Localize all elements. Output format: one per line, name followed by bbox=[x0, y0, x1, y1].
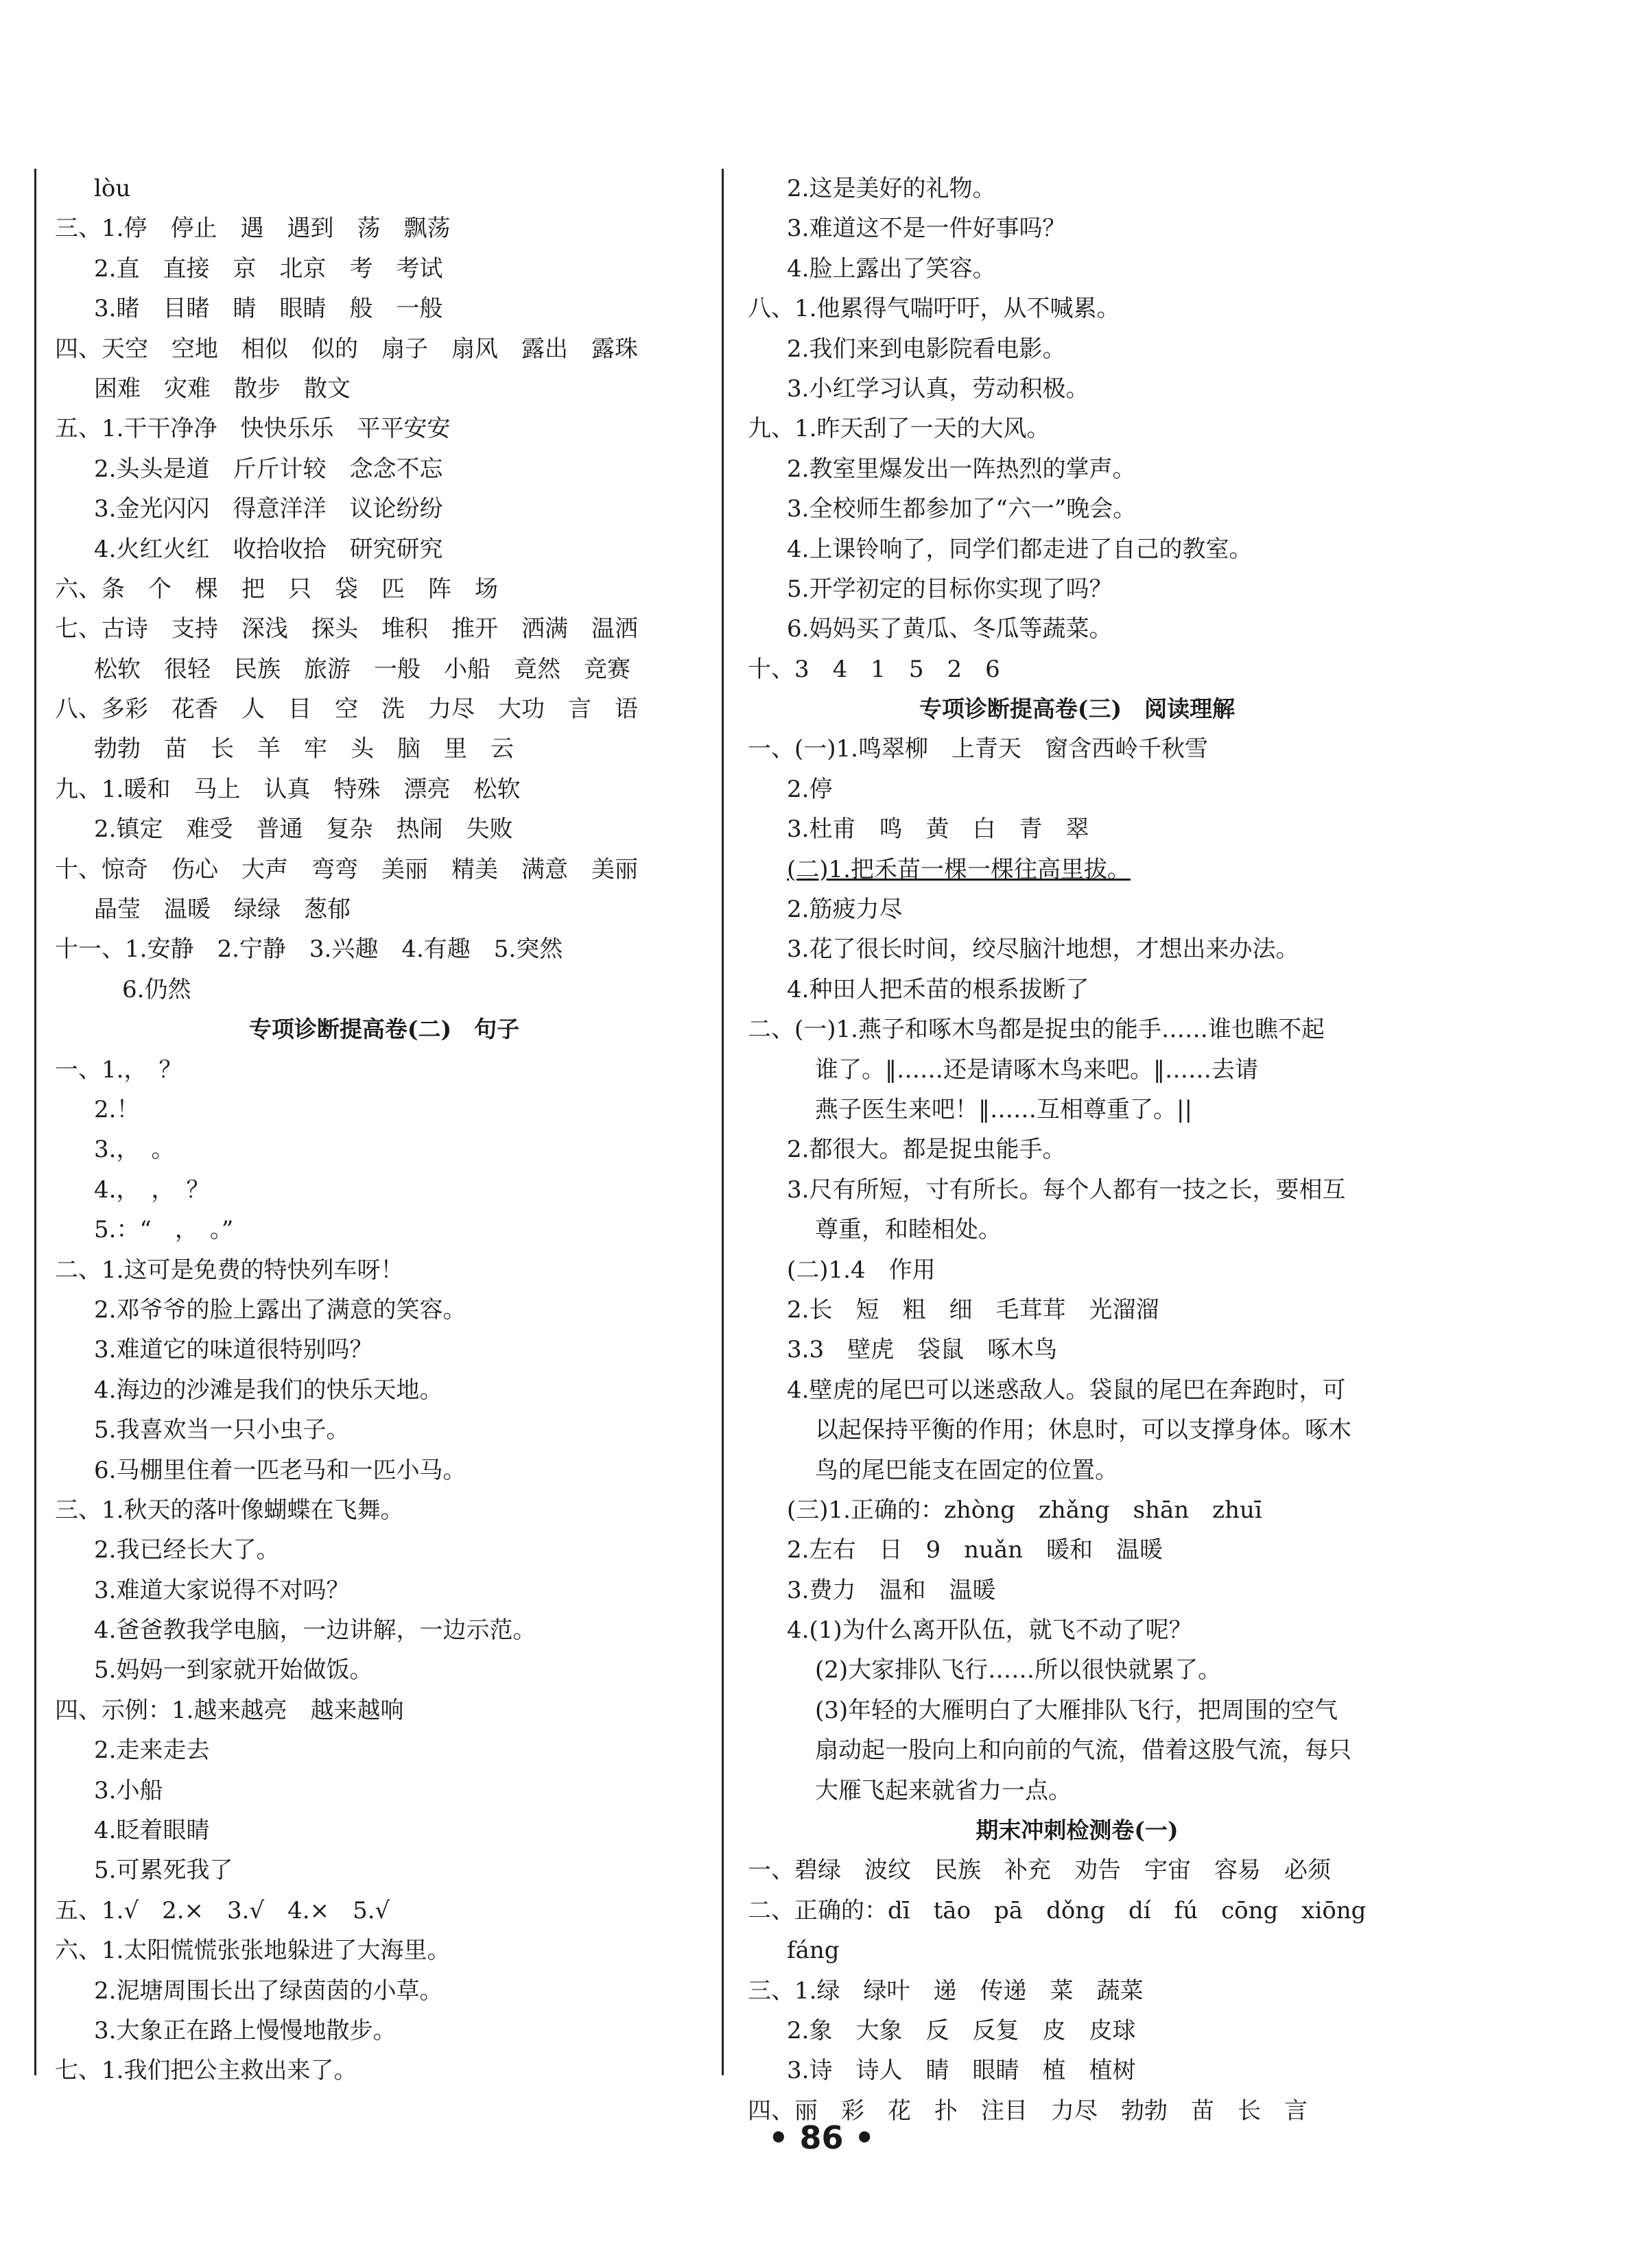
answer-line bbox=[734, 2011, 1420, 2051]
answer-text: 三、1.绿 绿叶 递 传递 菜 蔬菜 bbox=[748, 1977, 1144, 2005]
answer-text: 3.3 壁虎 袋鼠 啄木鸟 bbox=[787, 1336, 1058, 1364]
right-answer-column bbox=[734, 169, 1420, 2131]
answer-text: 3.难道大家说得不对吗？ bbox=[94, 1576, 350, 1604]
answer-line bbox=[41, 1490, 727, 1530]
answer-line bbox=[734, 1771, 1420, 1811]
answer-line bbox=[734, 1891, 1420, 1931]
answer-text: 5.：“ ， 。” bbox=[94, 1216, 234, 1244]
answer-line bbox=[41, 1931, 727, 1970]
answer-line bbox=[734, 569, 1420, 609]
answer-line bbox=[41, 890, 727, 929]
answer-line bbox=[41, 729, 727, 769]
answer-line bbox=[734, 1931, 1420, 1970]
answer-text: 二、正确的：dī tāo pā dǒng dí fú cōng xiōng bbox=[748, 1896, 1367, 1924]
answer-text: 晶莹 温暖 绿绿 葱郁 bbox=[94, 896, 351, 924]
answer-line bbox=[734, 289, 1420, 329]
answer-text: (三)1.正确的：zhòng zhǎng shān zhuī bbox=[787, 1496, 1262, 1524]
answer-text: 四、天空 空地 相似 似的 扇子 扇风 露出 露珠 bbox=[55, 335, 638, 363]
answer-line bbox=[734, 1530, 1420, 1570]
left-margin-rule bbox=[34, 169, 36, 2075]
answer-text: 4.火红火红 收拾收拾 研究研究 bbox=[94, 535, 443, 563]
answer-text: 六、条 个 棵 把 只 袋 匹 阵 场 bbox=[55, 575, 498, 603]
answer-text: 一、1.， ？ bbox=[55, 1055, 182, 1084]
answer-text: 2.我已经长大了。 bbox=[94, 1536, 280, 1564]
answer-text: 2.停 bbox=[787, 775, 833, 803]
answer-line bbox=[41, 1771, 727, 1811]
answer-text: 八、多彩 花香 人 目 空 洗 力尽 大功 言 语 bbox=[55, 695, 638, 724]
answer-text: 6.仍然 bbox=[122, 975, 191, 1003]
answer-text: 4.脸上露出了笑容。 bbox=[787, 254, 996, 283]
section-heading bbox=[734, 689, 1420, 729]
answer-text: 6.马棚里住着一匹老马和一匹小马。 bbox=[94, 1456, 466, 1484]
answer-line bbox=[41, 208, 727, 248]
answer-text: 3.小船 bbox=[94, 1776, 163, 1804]
answer-text: 二、(一)1.燕子和啄木鸟都是捉虫的能手……谁也瞧不起 bbox=[748, 1016, 1325, 1044]
answer-line bbox=[734, 649, 1420, 689]
answer-text: 松软 很轻 民族 旅游 一般 小船 竟然 竞赛 bbox=[94, 655, 630, 683]
section-heading bbox=[41, 1010, 727, 1049]
answer-text: (二)1.把禾苗一棵一棵往高里拔。 bbox=[787, 855, 1131, 883]
answer-line bbox=[734, 609, 1420, 649]
page-number: • 86 • bbox=[768, 2119, 875, 2156]
answer-line bbox=[41, 850, 727, 890]
answer-line bbox=[734, 729, 1420, 769]
answer-text: 三、1.停 停止 遇 遇到 荡 飘荡 bbox=[55, 215, 451, 243]
answer-text: 七、1.我们把公主救出来了。 bbox=[55, 2057, 357, 2085]
answer-text: 2.我们来到电影院看电影。 bbox=[787, 335, 1066, 363]
answer-line bbox=[41, 169, 727, 208]
answer-text: 4.， ， ？ bbox=[94, 1175, 210, 1204]
answer-text: 4.(1)为什么离开队伍，就飞不动了呢？ bbox=[787, 1616, 1192, 1645]
answer-line bbox=[734, 1010, 1420, 1049]
answer-line bbox=[41, 2051, 727, 2090]
answer-line bbox=[734, 890, 1420, 929]
answer-text: 2.象 大象 反 反复 皮 皮球 bbox=[787, 2016, 1136, 2044]
answer-line bbox=[734, 1170, 1420, 1210]
answer-text: 一、碧绿 波纹 民族 补充 劝告 宇宙 容易 必须 bbox=[748, 1857, 1331, 1885]
answer-line bbox=[41, 529, 727, 569]
answer-line bbox=[41, 1290, 727, 1330]
answer-line bbox=[41, 1691, 727, 1730]
answer-line bbox=[734, 329, 1420, 369]
answer-text: 5.可累死我了 bbox=[94, 1857, 233, 1885]
answer-line bbox=[41, 1891, 727, 1931]
answer-line bbox=[734, 1451, 1420, 1490]
answer-text: 3.尺有所短，寸有所长。每个人都有一技之长，要相互 bbox=[787, 1175, 1346, 1204]
answer-line bbox=[734, 208, 1420, 248]
answer-line bbox=[41, 569, 727, 609]
answer-line bbox=[734, 369, 1420, 409]
answer-line bbox=[734, 529, 1420, 569]
answer-line bbox=[41, 449, 727, 489]
answer-text: 九、1.昨天刮了一天的大风。 bbox=[748, 415, 1050, 443]
answer-text: 2.左右 日 9 nuǎn 暖和 温暖 bbox=[787, 1536, 1163, 1564]
answer-text: 2.直 直接 京 北京 考 考试 bbox=[94, 254, 443, 283]
answer-text: 九、1.暖和 马上 认真 特殊 漂亮 松软 bbox=[55, 775, 521, 803]
answer-text: fáng bbox=[787, 1937, 840, 1965]
answer-line bbox=[734, 850, 1420, 890]
answer-text: 5.开学初定的目标你实现了吗？ bbox=[787, 575, 1113, 603]
answer-line bbox=[41, 1170, 727, 1210]
answer-text: 4.海边的沙滩是我们的快乐天地。 bbox=[94, 1376, 443, 1404]
answer-line bbox=[41, 289, 727, 329]
answer-text: 鸟的尾巴能支在固定的位置。 bbox=[815, 1456, 1118, 1484]
section-heading bbox=[734, 1811, 1420, 1850]
answer-text: 燕子医生来吧！‖……互相尊重了。|| bbox=[815, 1095, 1192, 1123]
answer-text: 2.筋疲力尽 bbox=[787, 896, 903, 924]
answer-text: 2.这是美好的礼物。 bbox=[787, 175, 996, 202]
answer-text: (2)大家排队飞行……所以很快就累了。 bbox=[815, 1656, 1222, 1684]
answer-line bbox=[41, 1530, 727, 1570]
answer-line bbox=[41, 1250, 727, 1290]
answer-text: 3.全校师生都参加了“六一”晚会。 bbox=[787, 495, 1137, 523]
answer-text: 4.爸爸教我学电脑，一边讲解，一边示范。 bbox=[94, 1616, 536, 1645]
answer-text: 3.费力 温和 温暖 bbox=[787, 1576, 996, 1604]
answer-text: (3)年轻的大雁明白了大雁排队飞行，把周围的空气 bbox=[815, 1696, 1338, 1724]
answer-line bbox=[734, 1050, 1420, 1090]
answer-line bbox=[41, 1210, 727, 1250]
answer-line bbox=[734, 249, 1420, 289]
answer-line bbox=[734, 1370, 1420, 1410]
answer-text: 4.壁虎的尾巴可以迷惑敌人。袋鼠的尾巴在奔跑时，可 bbox=[787, 1376, 1346, 1404]
answer-text: 3.大象正在路上慢慢地散步。 bbox=[94, 2016, 397, 2044]
answer-text: 二、1.这可是免费的特快列车呀！ bbox=[55, 1256, 404, 1284]
answer-line bbox=[734, 1250, 1420, 1290]
answer-text: 十一、1.安静 2.宁静 3.兴趣 4.有趣 5.突然 bbox=[55, 935, 563, 964]
answer-line bbox=[41, 1571, 727, 1610]
answer-text: 2.走来走去 bbox=[94, 1736, 210, 1765]
answer-text: 3.杜甫 鸣 黄 白 青 翠 bbox=[787, 815, 1089, 844]
answer-text: 3.难道它的味道很特别吗？ bbox=[94, 1336, 373, 1364]
answer-line bbox=[734, 1290, 1420, 1330]
answer-line bbox=[734, 1650, 1420, 1690]
answer-text: 2.头头是道 斤斤计较 念念不忘 bbox=[94, 455, 443, 483]
answer-line bbox=[734, 1490, 1420, 1530]
answer-line bbox=[41, 1850, 727, 1890]
answer-line bbox=[734, 1691, 1420, 1730]
answer-line bbox=[734, 1610, 1420, 1650]
answer-line bbox=[41, 1451, 727, 1490]
answer-line bbox=[41, 409, 727, 449]
answer-line bbox=[734, 1330, 1420, 1370]
answer-line bbox=[41, 1811, 727, 1850]
answer-text: 五、1.干干净净 快快乐乐 平平安安 bbox=[55, 415, 451, 443]
answer-text: 2.教室里爆发出一阵热烈的掌声。 bbox=[787, 455, 1136, 483]
answer-line bbox=[734, 809, 1420, 849]
answer-line bbox=[41, 249, 727, 289]
answer-text: 八、1.他累得气喘吁吁，从不喊累。 bbox=[748, 295, 1120, 323]
answer-line bbox=[734, 1410, 1420, 1450]
answer-line bbox=[734, 1090, 1420, 1130]
answer-line bbox=[41, 609, 727, 649]
answer-text: 3.金光闪闪 得意洋洋 议论纷纷 bbox=[94, 495, 443, 523]
answer-line bbox=[41, 1650, 727, 1690]
answer-text: 十、惊奇 伤心 大声 弯弯 美丽 精美 满意 美丽 bbox=[55, 855, 638, 883]
answer-text: 四、示例：1.越来越亮 越来越响 bbox=[55, 1696, 404, 1724]
answer-text: (二)1.4 作用 bbox=[787, 1256, 936, 1284]
answer-line bbox=[41, 1330, 727, 1370]
answer-line bbox=[41, 1090, 727, 1130]
answer-line bbox=[41, 1610, 727, 1650]
answer-line bbox=[41, 1370, 727, 1410]
answer-text: 以起保持平衡的作用；休息时，可以支撑身体。啄木 bbox=[815, 1416, 1351, 1444]
answer-text: 3.小红学习认真，劳动积极。 bbox=[787, 374, 1089, 403]
answer-text: 尊重，和睦相处。 bbox=[815, 1216, 1002, 1244]
answer-text: 4.种田人把禾苗的根系拔断了 bbox=[787, 975, 1089, 1003]
answer-text: 五、1.√ 2.× 3.√ 4.× 5.√ bbox=[55, 1896, 390, 1924]
answer-line bbox=[41, 809, 727, 849]
answer-text: 专项诊断提高卷(二) 句子 bbox=[248, 1016, 520, 1043]
answer-text: 六、1.太阳慌慌张张地躲进了大海里。 bbox=[55, 1937, 451, 1965]
answer-line bbox=[734, 1730, 1420, 1770]
answer-text: 5.我喜欢当一只小虫子。 bbox=[94, 1416, 350, 1444]
answer-text: 2.镇定 难受 普通 复杂 热闹 失败 bbox=[94, 815, 513, 844]
answer-line bbox=[41, 1730, 727, 1770]
answer-text: 4.眨着眼睛 bbox=[94, 1817, 210, 1845]
answer-line bbox=[734, 1130, 1420, 1169]
answer-line bbox=[41, 689, 727, 729]
answer-text: 2.泥塘周围长出了绿茵茵的小草。 bbox=[94, 1977, 443, 2005]
answer-text: 3.花了很长时间，绞尽脑汁地想，才想出来办法。 bbox=[787, 935, 1299, 964]
left-answer-column bbox=[41, 169, 727, 2091]
answer-line bbox=[41, 329, 727, 369]
answer-text: 勃勃 苗 长 羊 牢 头 脑 里 云 bbox=[94, 735, 514, 763]
answer-text: 困难 灾难 散步 散文 bbox=[94, 374, 351, 403]
answer-line bbox=[734, 2051, 1420, 2090]
answer-text: 一、(一)1.鸣翠柳 上青天 窗含西岭千秋雪 bbox=[748, 735, 1208, 763]
answer-line bbox=[41, 1410, 727, 1450]
answer-line bbox=[734, 169, 1420, 208]
answer-text: 3.睹 目睹 睛 眼睛 般 一般 bbox=[94, 295, 443, 323]
answer-line bbox=[734, 1850, 1420, 1890]
answer-text: 三、1.秋天的落叶像蝴蝶在飞舞。 bbox=[55, 1496, 404, 1524]
answer-line bbox=[734, 970, 1420, 1010]
answer-text: 谁了。‖……还是请啄木鸟来吧。‖……去请 bbox=[815, 1055, 1258, 1084]
answer-line bbox=[734, 929, 1420, 969]
answer-line bbox=[41, 1971, 727, 2011]
answer-text: 七、古诗 支持 深浅 探头 堆积 推开 洒满 温洒 bbox=[55, 615, 638, 643]
answer-line bbox=[41, 1050, 727, 1090]
answer-line bbox=[41, 769, 727, 809]
answer-text: 四、丽 彩 花 扑 注目 力尽 勃勃 苗 长 言 bbox=[748, 2097, 1308, 2125]
answer-text: 2.邓爷爷的脸上露出了满意的笑容。 bbox=[94, 1296, 466, 1324]
answer-text: 专项诊断提高卷(三) 阅读理解 bbox=[919, 695, 1236, 723]
answer-text: 3.难道这不是一件好事吗？ bbox=[787, 215, 1066, 243]
answer-text: 大雁飞起来就省力一点。 bbox=[815, 1776, 1072, 1804]
answer-line bbox=[41, 929, 727, 969]
answer-line bbox=[41, 970, 727, 1010]
answer-text: lòu bbox=[94, 175, 131, 202]
answer-text: 3.， 。 bbox=[94, 1136, 175, 1164]
answer-text: 5.妈妈一到家就开始做饭。 bbox=[94, 1656, 373, 1684]
answer-text: 十、3 4 1 5 2 6 bbox=[748, 655, 1000, 683]
answer-line bbox=[41, 2011, 727, 2051]
answer-line bbox=[734, 489, 1420, 529]
answer-line bbox=[734, 1571, 1420, 1610]
answer-line bbox=[41, 649, 727, 689]
answer-line bbox=[41, 369, 727, 409]
answer-text: 4.上课铃响了，同学们都走进了自己的教室。 bbox=[787, 535, 1253, 563]
answer-text: 2.！ bbox=[94, 1095, 140, 1123]
answer-text: 3.诗 诗人 睛 眼睛 植 植树 bbox=[787, 2057, 1136, 2085]
answer-line bbox=[734, 769, 1420, 809]
answer-line bbox=[734, 449, 1420, 489]
answer-text: 期末冲刺检测卷(一) bbox=[976, 1817, 1179, 1844]
answer-line bbox=[734, 409, 1420, 449]
answer-line bbox=[41, 489, 727, 529]
answer-text: 6.妈妈买了黄瓜、冬瓜等蔬菜。 bbox=[787, 615, 1113, 643]
answer-text: 2.都很大。都是捉虫能手。 bbox=[787, 1136, 1066, 1164]
answer-line bbox=[41, 1130, 727, 1169]
answer-text: 扇动起一股向上和向前的气流，借着这股气流，每只 bbox=[815, 1736, 1351, 1765]
answer-line bbox=[734, 1210, 1420, 1250]
answer-line bbox=[734, 1971, 1420, 2011]
answer-text: 2.长 短 粗 细 毛茸茸 光溜溜 bbox=[787, 1296, 1159, 1324]
